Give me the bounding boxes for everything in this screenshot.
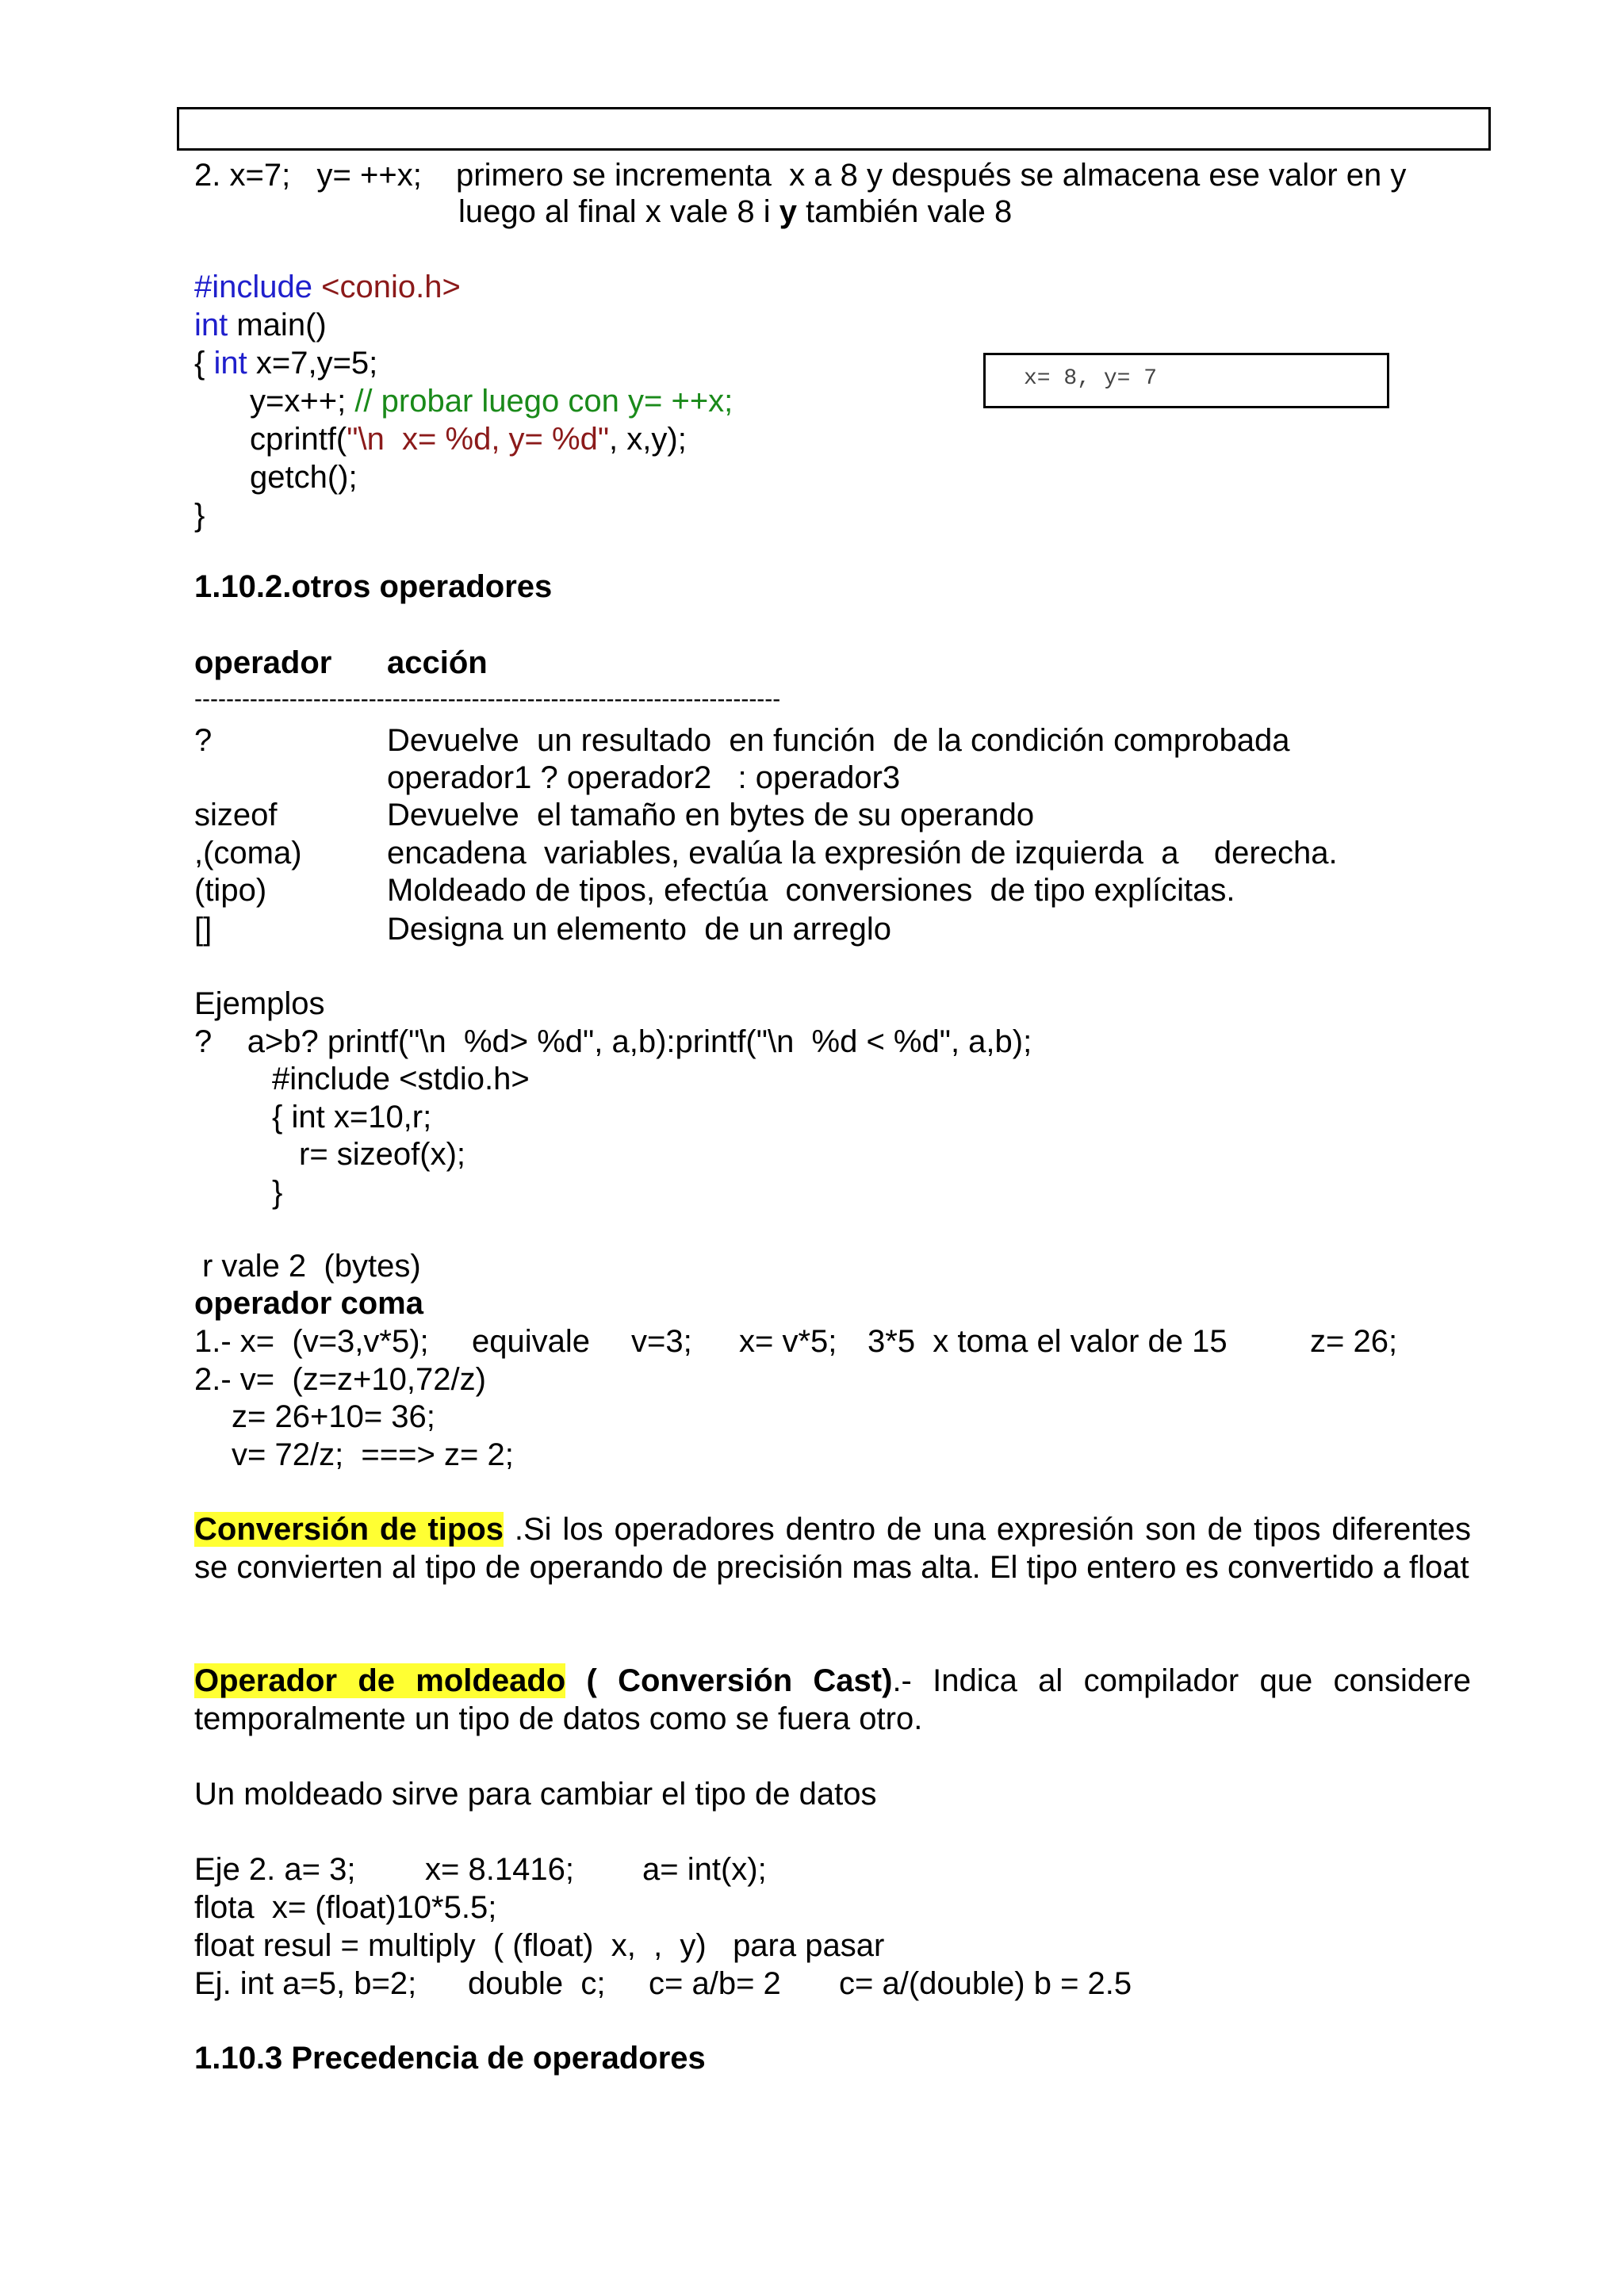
- coma-line1-c: v=3;: [631, 1324, 692, 1359]
- examples-title: Ejemplos: [194, 986, 325, 1021]
- moldeado-text: .- Indica al compilador que considere temporalmente un tipo de datos como se fuera otro.: [194, 1663, 1471, 1736]
- table-row-action: Devuelve el tamaño en bytes de su operando: [387, 798, 1035, 832]
- inc-line2-bold: y: [779, 194, 797, 229]
- eje-line2: flota x= (float)10*5.5;: [194, 1890, 497, 1925]
- coma-line1-d: x= v*5;: [739, 1324, 837, 1359]
- example-sizeof: r= sizeof(x);: [299, 1137, 466, 1172]
- coma-line3: z= 26+10= 36;: [232, 1399, 435, 1434]
- table-row-op: []: [194, 912, 213, 947]
- decl-int-keyword: int: [213, 346, 247, 381]
- eje-line4-c: c= a/b= 2: [649, 1966, 781, 2001]
- code-comment: // probar luego con y= ++x;: [346, 384, 733, 419]
- eje-line3: float resul = multiply ( (float) x, , y) para pasar: [194, 1928, 885, 1963]
- assign-stmt: y=x++;: [250, 384, 347, 419]
- cprintf-pre: cprintf(: [250, 422, 347, 457]
- code-decl: [194, 344, 377, 382]
- conversion-paragraph: [194, 1510, 1471, 1586]
- cprintf-string: "\n x= %d, y= %d": [347, 422, 610, 457]
- code-assign: [250, 382, 733, 420]
- conversion-text: .Si los operadores dentro de una expresión son de tipos diferentes se convierten al tipo de operando de precisión mas alta. El tipo entero es convertido a float: [194, 1512, 1471, 1585]
- code-cprintf: [250, 420, 687, 458]
- include-header: <conio.h>: [312, 270, 461, 304]
- r-vale-text: r vale 2 (bytes): [202, 1249, 421, 1284]
- cprintf-post: , x,y);: [609, 422, 687, 457]
- eje-line4-d: c= a/(double) b = 2.5: [839, 1966, 1132, 2001]
- output-box: [983, 353, 1389, 408]
- code-include: [194, 268, 461, 306]
- coma-line1-a: 1.- x= (v=3,v*5);: [194, 1324, 429, 1359]
- inc-line2-a: luego al final x vale 8 i: [458, 194, 779, 229]
- moldeado-highlight: Operador de moldeado: [194, 1663, 566, 1698]
- example-ternary: ? a>b? printf("\n %d> %d", a,b):printf("\n %d < %d", a,b);: [194, 1024, 1032, 1059]
- table-row-action: Designa un elemento de un arreglo: [387, 912, 891, 947]
- code-brace-close: }: [194, 498, 205, 533]
- table-row-op: ,(coma): [194, 836, 302, 871]
- table-row-op: sizeof: [194, 798, 278, 832]
- main-rest: main(): [228, 308, 327, 342]
- coma-line1-f: z= 26;: [1310, 1324, 1398, 1359]
- section-heading-1-10-3: 1.10.3 Precedencia de operadores: [194, 2041, 706, 2076]
- eje-line4-a: Ej. int a=5, b=2;: [194, 1966, 417, 2001]
- section-heading-1-10-2: 1.10.2.otros operadores: [194, 569, 553, 604]
- eje-line1-a: Eje 2. a= 3;: [194, 1852, 356, 1887]
- example-open: { int x=10,r;: [272, 1100, 432, 1135]
- eje-line1-c: a= int(x);: [642, 1852, 767, 1887]
- table-head-action: acción: [387, 645, 488, 680]
- conversion-highlight: Conversión de tipos: [194, 1512, 504, 1547]
- table-separator: --------------------------------------------------------------------------: [194, 686, 781, 712]
- code-getch: getch();: [250, 460, 358, 495]
- eje-line4-b: double c;: [468, 1966, 606, 2001]
- int-keyword: int: [194, 308, 228, 342]
- coma-line4: v= 72/z; ===> z= 2;: [232, 1437, 514, 1472]
- include-keyword: #include: [194, 270, 313, 304]
- brace-open: {: [194, 346, 214, 381]
- top-frame-box: [177, 107, 1491, 151]
- moldeado-bold: ( Conversión Cast): [565, 1663, 893, 1698]
- coma-line2: 2.- v= (z=z+10,72/z): [194, 1362, 486, 1397]
- moldeado-paragraph: [194, 1662, 1471, 1738]
- eje-line1-b: x= 8.1416;: [425, 1852, 574, 1887]
- example-include: #include <stdio.h>: [272, 1062, 530, 1096]
- table-head-operator: operador: [194, 645, 332, 680]
- moldeado-sirve-text: Un moldeado sirve para cambiar el tipo de datos: [194, 1777, 877, 1812]
- output-text: x= 8, y= 7: [1024, 366, 1158, 391]
- table-row-op: (tipo): [194, 873, 267, 908]
- table-row-action: operador1 ? operador2 : operador3: [387, 760, 901, 795]
- table-row-op: ?: [194, 723, 213, 758]
- coma-line1-e: 3*5 x toma el valor de 15: [868, 1324, 1228, 1359]
- table-row-action: Devuelve un resultado en función de la condición comprobada: [387, 723, 1290, 758]
- table-row-action: encadena variables, evalúa la expresión de izquierda a derecha.: [387, 836, 1338, 871]
- decl-rest: x=7,y=5;: [247, 346, 378, 381]
- inc-example-right: primero se incrementa x a 8 y después se almacena ese valor en y: [456, 158, 1407, 193]
- operador-coma-title: operador coma: [194, 1286, 423, 1321]
- inc-example-left: 2. x=7; y= ++x;: [194, 158, 422, 193]
- example-close: }: [272, 1175, 283, 1210]
- inc-example-line2: [458, 193, 1012, 231]
- coma-line1-b: equivale: [472, 1324, 591, 1359]
- table-row-action: Moldeado de tipos, efectúa conversiones de tipo explícitas.: [387, 873, 1235, 908]
- inc-line2-b: también vale 8: [796, 194, 1013, 229]
- code-main: [194, 306, 327, 344]
